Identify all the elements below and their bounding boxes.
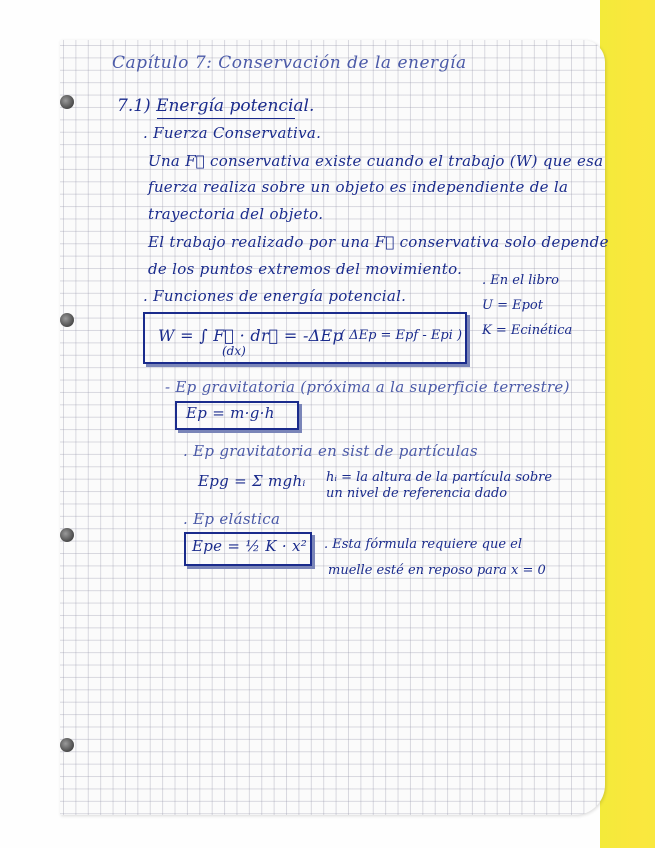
binder-hole-icon xyxy=(60,738,74,752)
elastic-formula: Epe = ½ K · x² xyxy=(192,537,308,555)
binder-hole-icon xyxy=(60,313,74,327)
grav-sum-formula: Epg = Σ mghᵢ xyxy=(198,472,306,490)
paragraph-line: fuerza realiza sobre un objeto es independiente de la xyxy=(148,178,569,196)
bullet-ep-grav-particulas: . Ep gravitatoria en sist de partículas xyxy=(183,442,478,460)
paragraph-line: El trabajo realizado por una F⃗ conservativa solo depende xyxy=(148,233,609,251)
elastic-note-line1: . Esta fórmula requiere que el xyxy=(324,537,522,552)
bullet-fuerza-conservativa: . Fuerza Conservativa. xyxy=(143,124,322,142)
hi-definition-line2: un nivel de referencia dado xyxy=(326,486,508,501)
note-k-ecinetica: K = Ecinética xyxy=(482,323,573,338)
paragraph-line: de los puntos extremos del movimiento. xyxy=(148,260,463,278)
bullet-funciones-energia: . Funciones de energía potencial. xyxy=(143,287,407,305)
binder-hole-icon xyxy=(60,95,74,109)
work-formula: W = ∫ F⃗ · dr⃗ = -ΔEp xyxy=(158,326,344,345)
section-heading: 7.1) Energía potencial. xyxy=(117,96,315,116)
yellow-background xyxy=(600,0,655,848)
grav-formula: Ep = m·g·h xyxy=(186,404,275,422)
note-en-el-libro: . En el libro xyxy=(482,273,559,288)
bullet-ep-gravitatoria: - Ep gravitatoria (próxima a la superficie terrestre) xyxy=(165,378,570,396)
chapter-title: Capítulo 7: Conservación de la energía xyxy=(112,53,467,73)
paragraph-line: trayectoria del objeto. xyxy=(148,205,324,223)
elastic-note-line2: muelle esté en reposo para x = 0 xyxy=(328,563,546,578)
paragraph-line: Una F⃗ conservativa existe cuando el trabajo (W) que esa xyxy=(148,152,604,170)
binder-hole-icon xyxy=(60,528,74,542)
hi-definition-line1: hᵢ = la altura de la partícula sobre xyxy=(326,470,553,485)
delta-ep-definition: ( ΔEp = Epf - Epi ) xyxy=(340,328,463,343)
bullet-ep-elastica: . Ep elástica xyxy=(183,510,281,528)
section-underline xyxy=(157,118,295,119)
note-u-epot: U = Epot xyxy=(482,298,543,313)
work-formula-subscript: (dx) xyxy=(222,344,246,358)
